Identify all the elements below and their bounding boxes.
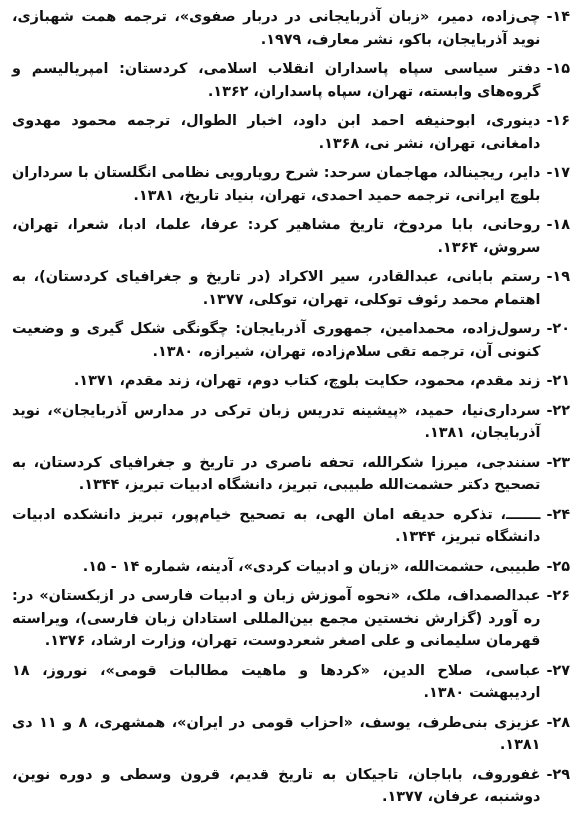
entry-text: عباسی، صلاح الدین، «کردها و ماهیت مطالبات قومی»، نوروز، ۱۸ اردیبهشت ۱۳۸۰.	[12, 662, 541, 701]
bibliography-entry	[12, 504, 570, 549]
entry-number: ۱۹-	[546, 269, 570, 285]
bibliography-entry	[12, 110, 570, 155]
entry-text: طبیبی، حشمت‌الله، «زبان و ادبیات کردی»، آدینه، شماره ۱۴ - ۱۵.	[82, 558, 541, 575]
bibliography-entry	[12, 58, 570, 103]
entry-number: ۱۸-	[546, 217, 570, 233]
bibliography-entry	[12, 370, 570, 393]
entry-number: ۲۹-	[546, 766, 570, 783]
entry-number: ۱۴-	[546, 9, 570, 25]
entry-text: ـــــــ، تذکره حدیقه امان الهی، به تصحیح خیام‌پور، تبریز دانشکده ادبیات دانشگاه تبریز، ۱۳۴۴.	[12, 506, 541, 545]
entry-number: ۲۴-	[546, 506, 570, 523]
entry-text: روحانی، بابا مردوخ، تاریخ مشاهیر کرد: عرفا، علما، ادبا، شعرا، تهران، سروش، ۱۳۶۴.	[12, 217, 541, 256]
bibliography-entry	[12, 318, 570, 363]
entry-number: ۲۶-	[546, 588, 570, 604]
bibliography-entry	[12, 400, 570, 445]
entry-text: رسول‌زاده، محمدامین، جمهوری آذربایجان: چگونگی شکل گیری و وضعیت کنونی آن، ترجمه تقی سلام‌زاده، تهران، شیرازه، ۱۳۸۰.	[12, 321, 541, 360]
entry-text: دایر، ریجینالد، مهاجمان سرحد: شرح رویارویی نظامی انگلستان با سرداران بلوچ ایرانی، ترجمه حمید احمدی، تهران، بنیاد تاریخ، ۱۳۸۱.	[12, 165, 541, 204]
bibliography-entry	[12, 556, 570, 579]
entry-text: چی‌زاده، دمیر، «زبان آذربایجانی در دربار صفوی»، ترجمه همت شهبازی، نوید آذربایجان، باکو، نشر معارف، ۱۹۷۹.	[12, 9, 541, 48]
bibliography-entry	[12, 660, 570, 705]
bibliography-entry	[12, 452, 570, 497]
bibliography-entry	[12, 162, 570, 207]
bibliography-list	[12, 6, 570, 809]
entry-number: ۲۲-	[546, 402, 570, 419]
entry-number: ۲۸-	[546, 714, 570, 731]
bibliography-entry	[12, 585, 570, 653]
entry-text: دینوری، ابوحنیفه احمد ابن داود، اخبار الطوال، ترجمه محمود مهدوی دامغانی، تهران، نشر نی، ۱۳۶۸.	[12, 113, 541, 152]
bibliography-entry	[12, 214, 570, 259]
bibliography-entry	[12, 6, 570, 51]
entry-text: رستم بابانی، عبدالقادر، سیر الاکراد (در تاریخ و جغرافیای کردستان)، به اهتمام محمد رئوف توکلی، تهران، توکلی، ۱۳۷۷.	[12, 269, 541, 308]
entry-number: ۱۷-	[546, 165, 570, 181]
entry-text: غفوروف، باباجان، تاجیکان به تاریخ قدیم، قرون وسطی و دوره نوین، دوشنبه، عرفان، ۱۳۷۷.	[12, 766, 541, 805]
bibliography-entry	[12, 764, 570, 809]
bibliography-entry	[12, 712, 570, 757]
entry-number: ۲۵-	[546, 558, 570, 575]
entry-number: ۲۱-	[546, 373, 570, 389]
entry-number: ۱۵-	[546, 61, 570, 77]
entry-text: عبدالصمداف، ملک، «نحوه آموزش زبان و ادبیات فارسی در ازبکستان» در: ره آورد (گزارش نخستین مجمع بین‌المللی استادان زبان فارسی)، ویراسته قهرمان سلیمانی و علی اصغر شعردوست، تهران، وزارت ارشاد، ۱۳۷۶.	[12, 588, 541, 649]
entry-text: زند مقدم، محمود، حکایت بلوچ، کتاب دوم، تهران، زند مقدم، ۱۳۷۱.	[73, 373, 541, 389]
entry-text: دفتر سیاسی سپاه پاسداران انقلاب اسلامی، کردستان: امپریالیسم و گروه‌های وابسته، تهران، سپاه پاسداران، ۱۳۶۲.	[12, 61, 541, 100]
entry-number: ۲۰-	[546, 321, 570, 337]
entry-text: عزیزی بنی‌طرف، یوسف، «احزاب قومی در ایران»، همشهری، ۸ و ۱۱ دی ۱۳۸۱.	[12, 714, 541, 753]
entry-number: ۱۶-	[546, 113, 570, 129]
bibliography-entry	[12, 266, 570, 311]
entry-number: ۲۷-	[546, 662, 570, 679]
entry-number: ۲۳-	[546, 454, 570, 471]
entry-text: سنندجی، میرزا شکرالله، تحفه ناصری در تاریخ و جغرافیای کردستان، به تصحیح دکتر حشمت‌الله طبیبی، تبریز، دانشگاه ادبیات تبریز، ۱۳۴۴.	[12, 454, 541, 493]
entry-text: سرداری‌نیا، حمید، «پیشینه تدریس زبان ترکی در مدارس آذربایجان»، نوید آذربایجان، ۱۳۸۱.	[12, 402, 541, 441]
